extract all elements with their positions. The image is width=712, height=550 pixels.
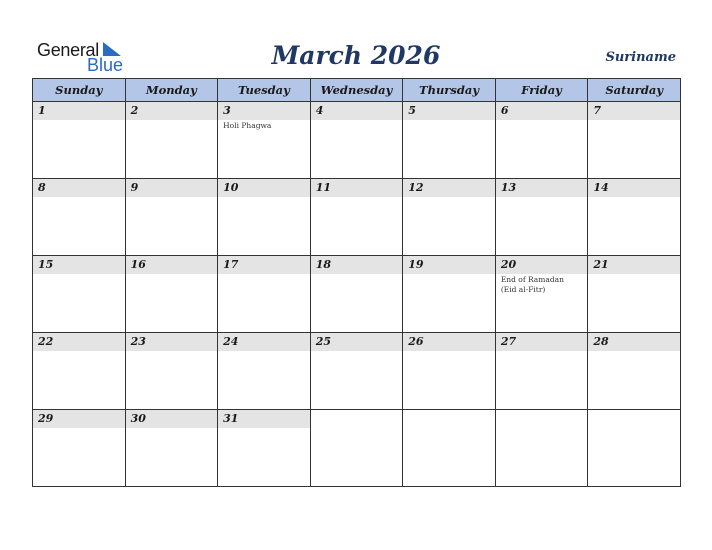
calendar-day-cell <box>310 333 403 410</box>
day-number-bar <box>588 102 680 120</box>
day-number: 23 <box>130 335 146 348</box>
day-number-bar <box>126 102 218 120</box>
day-number-bar <box>496 333 588 351</box>
calendar-week-row <box>33 102 681 179</box>
calendar-day-cell <box>495 179 588 256</box>
day-number-bar <box>218 333 310 351</box>
calendar-day-cell <box>495 256 588 333</box>
day-number-bar <box>126 179 218 197</box>
holiday-event: End of Ramadan (Eid al-Fitr) <box>500 275 564 294</box>
calendar-day-cell <box>403 179 496 256</box>
weekday-header: Friday <box>495 79 588 102</box>
day-number: 22 <box>38 335 54 348</box>
calendar-day-cell <box>310 179 403 256</box>
calendar-day-cell <box>495 410 588 487</box>
day-number-bar <box>218 179 310 197</box>
weekday-header: Monday <box>125 79 218 102</box>
calendar-day-cell <box>33 102 126 179</box>
day-number-bar <box>33 256 125 274</box>
calendar-day-cell <box>33 333 126 410</box>
calendar-week-row <box>33 179 681 256</box>
day-number: 29 <box>38 412 54 425</box>
day-number-bar <box>588 333 680 351</box>
day-number: 15 <box>38 258 54 271</box>
calendar-day-cell <box>403 102 496 179</box>
day-number-bar <box>126 256 218 274</box>
day-number: 20 <box>500 258 517 271</box>
day-number-bar <box>218 410 310 428</box>
day-number: 19 <box>408 258 424 271</box>
day-number: 10 <box>223 181 239 194</box>
day-number-bar <box>403 102 495 120</box>
calendar-day-cell <box>218 179 311 256</box>
calendar-day-cell <box>588 333 681 410</box>
day-number: 13 <box>500 181 517 194</box>
day-number: 5 <box>408 104 416 117</box>
calendar-day-cell <box>33 410 126 487</box>
calendar-week-row <box>33 410 681 487</box>
calendar-day-cell <box>125 256 218 333</box>
day-number: 4 <box>315 104 324 117</box>
day-number-bar <box>311 256 403 274</box>
holiday-event: Holi Phagwa <box>223 121 272 130</box>
day-number: 21 <box>593 258 609 271</box>
calendar-day-cell <box>125 410 218 487</box>
calendar-day-cell <box>588 410 681 487</box>
day-number-bar <box>496 256 588 274</box>
calendar-day-cell <box>125 179 218 256</box>
day-number: 26 <box>408 335 424 348</box>
day-number: 2 <box>130 104 139 117</box>
weekday-header: Thursday <box>403 79 496 102</box>
day-number-bar <box>311 179 403 197</box>
weekday-header: Wednesday <box>310 79 403 102</box>
day-number-bar <box>496 179 588 197</box>
calendar-week-row <box>33 333 681 410</box>
day-number: 3 <box>223 104 231 117</box>
day-number-bar <box>588 256 680 274</box>
calendar-day-cell <box>125 333 218 410</box>
day-number-bar <box>311 102 403 120</box>
calendar-day-cell <box>310 410 403 487</box>
calendar-day-cell <box>218 410 311 487</box>
day-number: 27 <box>500 335 517 348</box>
day-number-bar <box>403 256 495 274</box>
day-number-bar <box>218 256 310 274</box>
calendar-title: March 2026 <box>271 41 441 70</box>
calendar-day-cell <box>125 102 218 179</box>
weekday-header: Saturday <box>588 79 681 102</box>
calendar-day-cell <box>33 256 126 333</box>
logo-text-blue: Blue <box>87 55 124 75</box>
calendar-day-cell <box>588 179 681 256</box>
day-number-bar <box>311 333 403 351</box>
weekday-header-row <box>33 79 681 102</box>
logo-text-general: General <box>37 40 99 60</box>
day-number: 7 <box>593 104 602 117</box>
calendar-day-cell <box>495 102 588 179</box>
day-number: 28 <box>593 335 609 348</box>
calendar-day-cell <box>310 102 403 179</box>
calendar-day-cell <box>403 256 496 333</box>
day-number-bar <box>33 179 125 197</box>
day-number: 24 <box>223 335 239 348</box>
calendar-day-cell <box>218 256 311 333</box>
day-number: 11 <box>315 181 331 194</box>
calendar-day-cell <box>218 333 311 410</box>
day-number: 18 <box>315 258 331 271</box>
day-number-bar <box>588 179 680 197</box>
day-number-bar <box>218 102 310 120</box>
calendar-week-row <box>33 256 681 333</box>
calendar-day-cell <box>588 102 681 179</box>
calendar-day-cell <box>218 102 311 179</box>
weekday-header: Tuesday <box>218 79 311 102</box>
calendar-grid <box>32 78 681 487</box>
calendar-day-cell <box>33 179 126 256</box>
calendar-day-cell <box>588 256 681 333</box>
day-number: 31 <box>223 412 239 425</box>
day-number: 17 <box>223 258 239 271</box>
day-number: 6 <box>500 104 509 117</box>
calendar-day-cell <box>403 333 496 410</box>
day-number-bar <box>496 102 588 120</box>
day-number: 16 <box>130 258 146 271</box>
day-number-bar <box>126 333 218 351</box>
day-number: 9 <box>130 181 139 194</box>
day-number: 14 <box>593 181 609 194</box>
calendar-day-cell <box>403 410 496 487</box>
day-number-bar <box>33 102 125 120</box>
day-number: 30 <box>130 412 146 425</box>
day-number-bar <box>403 333 495 351</box>
day-number: 1 <box>38 104 46 117</box>
day-number: 25 <box>315 335 331 348</box>
day-number: 8 <box>38 181 46 194</box>
calendar-day-cell <box>495 333 588 410</box>
day-number-bar <box>33 410 125 428</box>
day-number-bar <box>33 333 125 351</box>
day-number: 12 <box>408 181 424 194</box>
weekday-header: Sunday <box>33 79 126 102</box>
day-number-bar <box>403 179 495 197</box>
day-number-bar <box>126 410 218 428</box>
country-label: Suriname <box>605 50 676 65</box>
calendar-day-cell <box>310 256 403 333</box>
